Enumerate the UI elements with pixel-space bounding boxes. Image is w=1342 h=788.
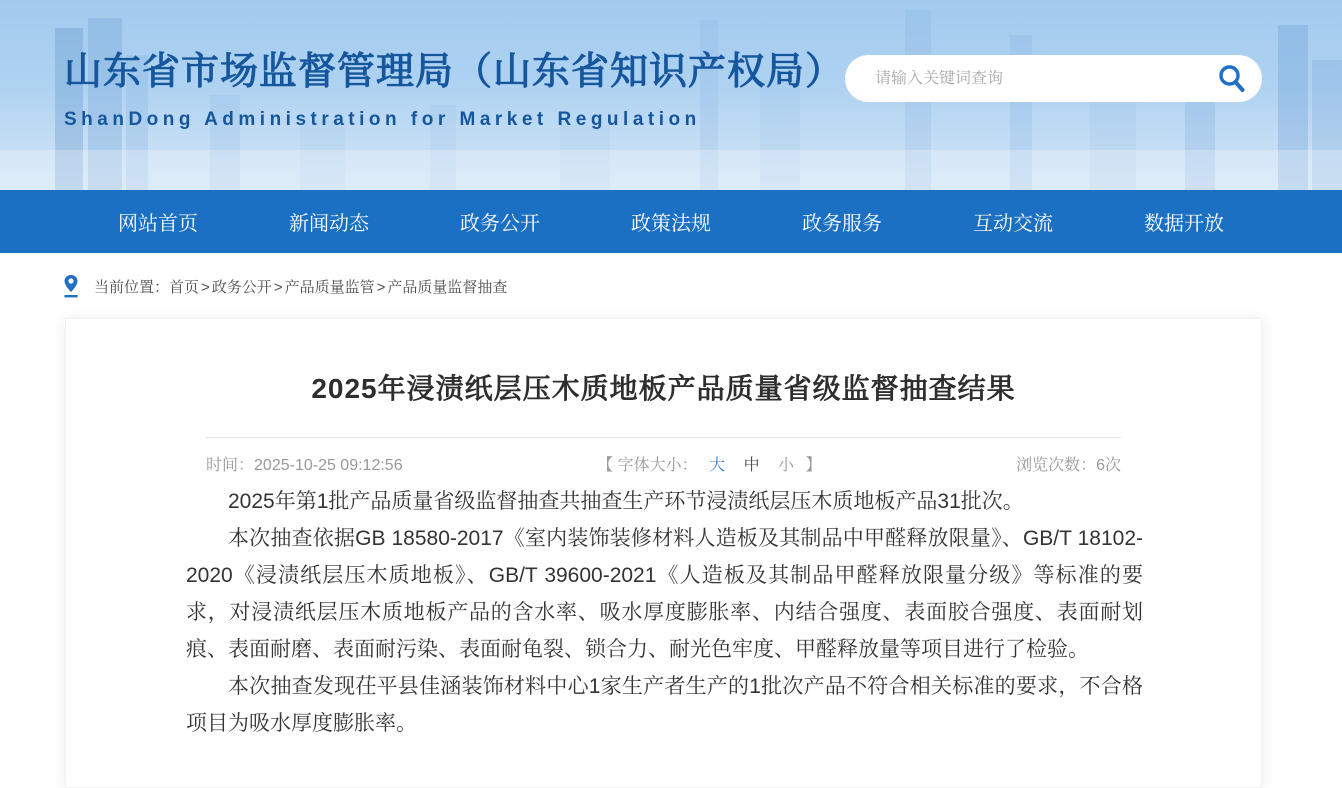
nav-item-policy[interactable]: 政策法规	[631, 213, 711, 235]
article-meta-row	[206, 437, 1121, 475]
font-size-small-button[interactable]: 小	[778, 457, 795, 474]
breadcrumb-prefix: 当前位置：	[94, 278, 170, 296]
article-title: 2025年浸渍纸层压木质地板产品质量省级监督抽查结果	[311, 373, 1016, 404]
nav-item-home[interactable]: 网站首页	[118, 213, 198, 235]
site-brand	[64, 40, 844, 131]
font-size-controls	[597, 452, 821, 475]
font-size-bracket-open: 【	[597, 457, 614, 474]
nav-item-open-data[interactable]: 数据开放	[1144, 213, 1224, 235]
publish-time-value: 2025-10-25 09:12:56	[254, 457, 403, 474]
breadcrumb	[62, 273, 1342, 299]
nav-item-services[interactable]: 政务服务	[802, 213, 882, 235]
view-count-label: 浏览次数：	[1016, 457, 1097, 474]
location-pin-icon	[62, 274, 80, 298]
breadcrumb-separator: >	[376, 278, 386, 296]
publish-time	[206, 452, 403, 475]
font-size-medium-button[interactable]: 中	[743, 457, 760, 474]
font-size-label: 字体大小：	[617, 457, 698, 474]
nav-item-gov-open[interactable]: 政务公开	[460, 213, 540, 235]
view-count	[1016, 452, 1121, 475]
publish-time-label: 时间：	[206, 457, 255, 474]
nav-item-news[interactable]: 新闻动态	[289, 213, 369, 235]
main-nav	[0, 190, 1342, 253]
breadcrumb-item-quality-supervision[interactable]: 产品质量监管	[284, 278, 375, 296]
site-header	[0, 0, 1342, 190]
breadcrumb-item-gov-open[interactable]: 政务公开	[211, 278, 272, 296]
breadcrumb-separator: >	[273, 278, 283, 296]
breadcrumb-item-home[interactable]: 首页	[169, 278, 200, 296]
search-box	[845, 55, 1262, 102]
article-card	[65, 318, 1262, 788]
article-paragraph: 本次抽查依据GB 18580-2017《室内装饰装修材料人造板及其制品中甲醛释放限量》、GB/T 18102-2020《浸渍纸层压木质地板》、GB/T 39600-2021《人造板及其制品甲醛释放限量分级》等标准的要求，对浸渍纸层压木质地板产品的含水率、吸水厚度膨胀率、内结合强度、表面胶合强度、表面耐划痕、表面耐磨、表面耐污染、表面耐龟裂、锁合力、耐光色牢度、甲醛释放量等项目进行了检验。	[186, 527, 1143, 661]
breadcrumb-text	[94, 276, 507, 297]
search-icon	[1215, 62, 1249, 96]
nav-item-interact[interactable]: 互动交流	[973, 213, 1053, 235]
font-size-bracket-close: 】	[805, 457, 822, 474]
breadcrumb-separator: >	[201, 278, 210, 296]
article-paragraph: 本次抽查发现茌平县佳涵装饰材料中心1家生产者生产的1批次产品不符合相关标准的要求，不合格项目为吸水厚度膨胀率。	[186, 675, 1143, 735]
breadcrumb-item-spot-check[interactable]: 产品质量监督抽查	[387, 278, 508, 296]
article-body	[186, 483, 1143, 742]
view-count-value: 6次	[1096, 457, 1121, 474]
font-size-large-button[interactable]: 大	[709, 457, 726, 474]
site-subtitle: ShanDong Administration for Market Regulation	[64, 109, 701, 130]
search-input[interactable]	[845, 70, 1202, 88]
article-paragraph: 2025年第1批产品质量省级监督抽查共抽查生产环节浸渍纸层压木质地板产品31批次。	[228, 490, 1024, 513]
search-button[interactable]	[1202, 55, 1262, 102]
site-title: 山东省市场监督管理局（山东省知识产权局）	[64, 51, 845, 93]
